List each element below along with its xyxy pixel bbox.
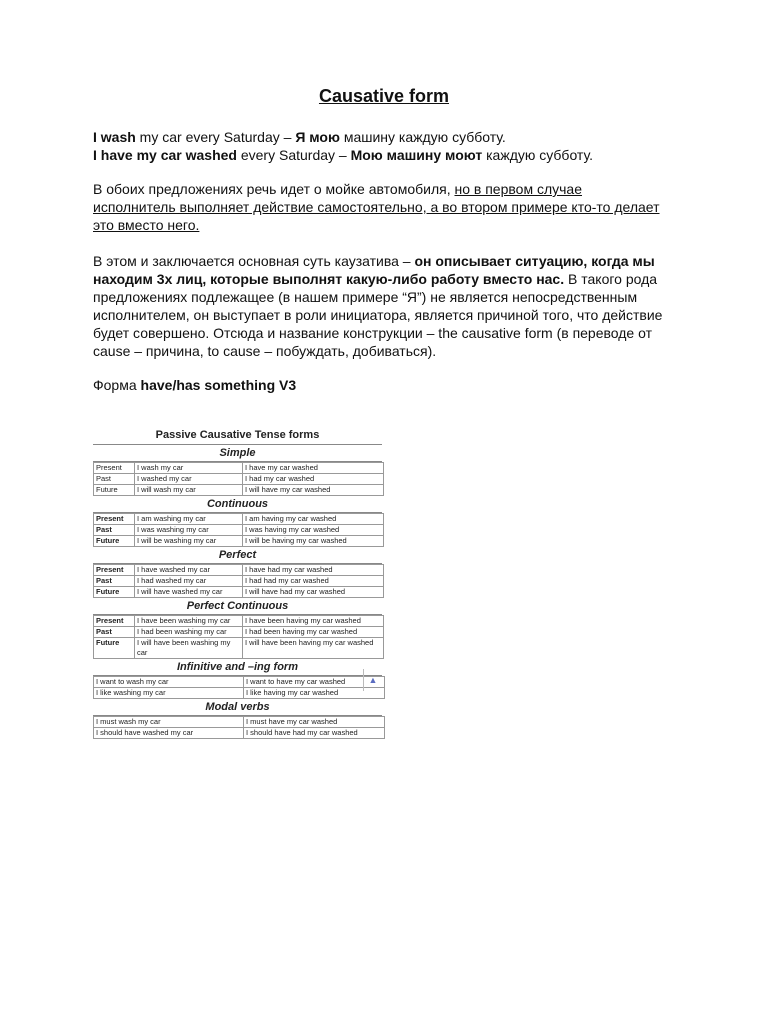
table-cell: Future — [94, 638, 135, 659]
table-cell: Present — [94, 565, 135, 576]
table-row — [94, 485, 384, 496]
definition-paragraph — [93, 252, 693, 360]
table-cell: Past — [94, 627, 135, 638]
table-row — [94, 463, 384, 474]
table-cell: I will be washing my car — [135, 536, 243, 547]
table-row — [94, 627, 384, 638]
table-cell: Past — [94, 525, 135, 536]
table-cell: I will have had my car washed — [243, 587, 384, 598]
definition-bold-1: он описывает ситуацию, когда мы — [414, 253, 655, 269]
table-cell: I have my car washed — [243, 463, 384, 474]
table-cell: I washed my car — [135, 474, 243, 485]
definition-bold-2: находим 3х лиц, которые выполнят какую-либо работу вместо нас. — [93, 271, 565, 287]
table-cell: Past — [94, 474, 135, 485]
example-1-ru-rest: машину каждую субботу. — [339, 129, 506, 145]
table-cell: I must wash my car — [94, 717, 244, 728]
section-head-continuous: Continuous — [93, 496, 382, 513]
table-cell: Future — [94, 536, 135, 547]
table-cell: I wash my car — [135, 463, 243, 474]
table-cell: I want to have my car washed — [244, 677, 385, 688]
definition-text-2: В такого рода — [564, 271, 658, 287]
table-modal — [93, 716, 385, 739]
table-cell: I have been washing my car — [135, 616, 243, 627]
table-cell: I must have my car washed — [244, 717, 385, 728]
table-cell: I was washing my car — [135, 525, 243, 536]
example-1-ru-bold: Я мою — [295, 129, 340, 145]
section-head-perfect: Perfect — [93, 547, 382, 564]
table-cell: Present — [94, 514, 135, 525]
example-line-2 — [93, 146, 693, 164]
table-cell: I have had my car washed — [243, 565, 384, 576]
definition-line-3: предложениях подлежащее (в нашем примере “Я”) не является непосредственным — [93, 289, 638, 305]
example-1-en-rest: my car every Saturday – — [135, 129, 296, 145]
example-2-ru-bold: Мою машину моют — [350, 147, 483, 163]
example-line-1 — [93, 128, 693, 146]
table-cell: Present — [94, 463, 135, 474]
definition-line-4: исполнителем, он выступает в роли инициатора, является причиной того, что действие — [93, 307, 663, 323]
definition-line-1 — [93, 252, 693, 270]
table-row — [94, 474, 384, 485]
table-title: Passive Causative Tense forms — [93, 427, 382, 445]
table-row — [94, 565, 384, 576]
explanation-underlined-2: исполнитель выполняет действие самостоятельно, а во втором примере кто-то делает — [93, 199, 660, 215]
example-2-en-rest: every Saturday – — [236, 147, 351, 163]
form-formula: have/has something V3 — [140, 377, 297, 393]
definition-text-1: В этом и заключается основная суть каузатива – — [93, 253, 415, 269]
table-row — [94, 576, 384, 587]
table-cell: I have been having my car washed — [243, 616, 384, 627]
table-cell: I have washed my car — [135, 565, 243, 576]
table-cell: I will have washed my car — [135, 587, 243, 598]
table-cell: I am having my car washed — [243, 514, 384, 525]
form-paragraph — [93, 376, 693, 394]
explanation-text: В обоих предложениях речь идет о мойке автомобиля, — [93, 181, 455, 197]
table-cell: I will have my car washed — [243, 485, 384, 496]
section-head-modal: Modal verbs — [93, 699, 382, 716]
table-infinitive — [93, 676, 385, 699]
table-row — [94, 638, 384, 659]
example-paragraph — [93, 128, 693, 164]
table-cell: Future — [94, 485, 135, 496]
table-row — [94, 616, 384, 627]
definition-line-2 — [93, 270, 693, 288]
table-cell: I like having my car washed — [244, 688, 385, 699]
table-simple — [93, 462, 384, 496]
table-cell: Present — [94, 616, 135, 627]
explanation-underlined: но в первом случае — [454, 181, 582, 197]
form-label: Форма — [93, 377, 141, 393]
table-cell: I had been washing my car — [135, 627, 243, 638]
table-cell: Past — [94, 576, 135, 587]
table-cell: I will wash my car — [135, 485, 243, 496]
table-cell: I want to wash my car — [94, 677, 244, 688]
table-cell: I will be having my car washed — [243, 536, 384, 547]
example-2-en-bold: I have my car washed — [93, 147, 237, 163]
table-perfect-continuous — [93, 615, 384, 659]
section-head-simple: Simple — [93, 445, 382, 462]
table-row — [94, 728, 385, 739]
table-cell: I am washing my car — [135, 514, 243, 525]
section-head-perfect-continuous: Perfect Continuous — [93, 598, 382, 615]
definition-line-5: будет совершено. Отсюда и название конструкции – the causative form (в переводе от — [93, 325, 653, 341]
table-cell: I had my car washed — [243, 474, 384, 485]
table-cell: I will have been washing my car — [135, 638, 243, 659]
example-1-en-bold: I wash — [93, 129, 136, 145]
table-cell: I had had my car washed — [243, 576, 384, 587]
example-2-ru-rest: каждую субботу. — [482, 147, 593, 163]
table-cell: Future — [94, 587, 135, 598]
table-row — [94, 688, 385, 699]
table-row — [94, 525, 384, 536]
explanation-paragraph — [93, 180, 693, 234]
table-cell: I like washing my car — [94, 688, 244, 699]
section-head-infinitive: Infinitive and –ing form — [93, 659, 382, 676]
explanation-line-1 — [93, 180, 693, 198]
table-row — [94, 514, 384, 525]
table-perfect — [93, 564, 384, 598]
form-line — [93, 376, 693, 394]
table-continuous — [93, 513, 384, 547]
scroll-up-icon: ▲ — [363, 669, 382, 691]
table-cell: I will have been having my car washed — [243, 638, 384, 659]
definition-line-6: cause – причина, to cause – побуждать, добиваться). — [93, 343, 437, 359]
table-cell: I had washed my car — [135, 576, 243, 587]
table-row — [94, 717, 385, 728]
table-row — [94, 536, 384, 547]
table-cell: I should have washed my car — [94, 728, 244, 739]
table-cell: I was having my car washed — [243, 525, 384, 536]
table-row — [94, 677, 385, 688]
table-cell: I had been having my car washed — [243, 627, 384, 638]
table-cell: I should have had my car washed — [244, 728, 385, 739]
page-title: Causative form — [318, 86, 450, 106]
explanation-underlined-3: это вместо него. — [93, 217, 200, 233]
passive-causative-table — [93, 427, 382, 739]
table-row — [94, 587, 384, 598]
